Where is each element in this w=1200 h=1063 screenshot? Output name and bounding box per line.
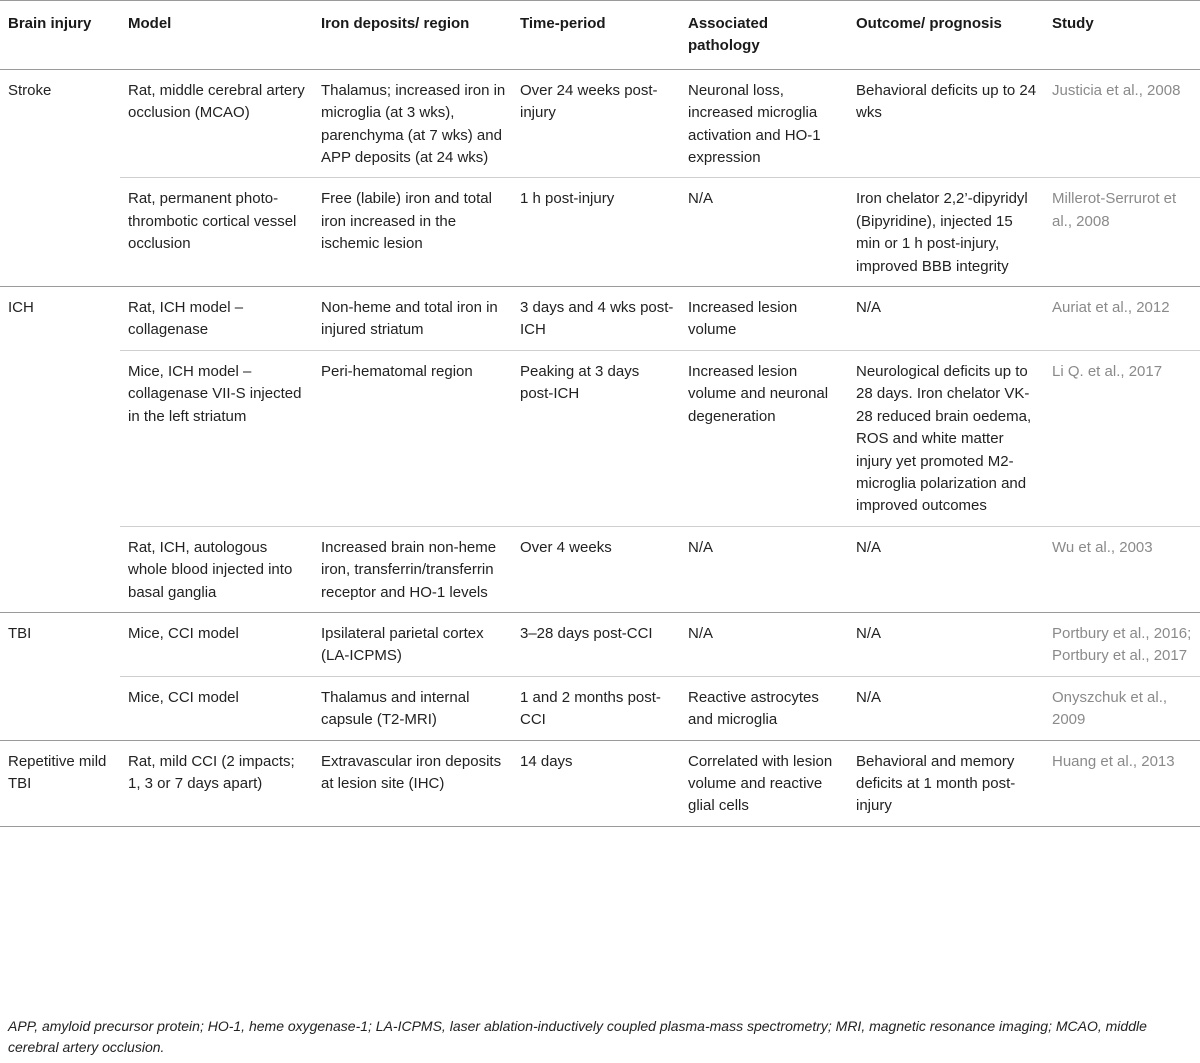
header-model: Model <box>128 15 172 32</box>
iron-cell: Peri-hematomal region <box>313 350 512 526</box>
study-link[interactable]: Huang et al., 2013 <box>1044 740 1200 826</box>
time-cell: Peaking at 3 days post-ICH <box>512 350 680 526</box>
table-row <box>0 526 1200 612</box>
brain-injury-cell: Stroke <box>0 69 120 286</box>
pathology-cell: Neuronal loss, increased microglia activation and HO-1 expression <box>680 69 848 178</box>
time-cell: 3–28 days post-CCI <box>512 612 680 676</box>
header-row <box>0 1 1200 70</box>
brain-injury-cell: Repetitive mild TBI <box>0 740 120 826</box>
study-link[interactable]: Auriat et al., 2012 <box>1044 287 1200 351</box>
header-iron-deposits: Iron deposits/ region <box>321 15 470 32</box>
model-cell: Rat, ICH model – collagenase <box>120 287 313 351</box>
pathology-cell: Reactive astrocytes and microglia <box>680 676 848 740</box>
outcome-cell: N/A <box>848 526 1044 612</box>
table-row <box>0 676 1200 740</box>
iron-cell: Thalamus and internal capsule (T2-MRI) <box>313 676 512 740</box>
study-link[interactable]: Li Q. et al., 2017 <box>1044 350 1200 526</box>
table-row <box>0 740 1200 826</box>
study-link[interactable]: Millerot-Serrurot et al., 2008 <box>1044 178 1200 287</box>
time-cell: 14 days <box>512 740 680 826</box>
model-cell: Rat, middle cerebral artery occlusion (MCAO) <box>120 69 313 178</box>
iron-cell: Thalamus; increased iron in microglia (at 3 wks), parenchyma (at 7 wks) and APP deposits (at 24 wks) <box>313 69 512 178</box>
header-study: Study <box>1052 15 1094 32</box>
model-cell: Rat, permanent photo-thrombotic cortical vessel occlusion <box>120 178 313 287</box>
table-row <box>0 69 1200 178</box>
outcome-cell: Neurological deficits up to 28 days. Iron chelator VK-28 reduced brain oedema, ROS and white matter injury yet promoted M2-microglia polarization and improved outcomes <box>848 350 1044 526</box>
pathology-cell: N/A <box>680 526 848 612</box>
header-time-period: Time-period <box>520 15 606 32</box>
iron-cell: Free (labile) iron and total iron increased in the ischemic lesion <box>313 178 512 287</box>
outcome-cell: Behavioral deficits up to 24 wks <box>848 69 1044 178</box>
outcome-cell: N/A <box>848 287 1044 351</box>
table-row <box>0 178 1200 287</box>
model-cell: Rat, ICH, autologous whole blood injected into basal ganglia <box>120 526 313 612</box>
time-cell: 1 h post-injury <box>512 178 680 287</box>
study-link[interactable]: Justicia et al., 2008 <box>1044 69 1200 178</box>
table-row <box>0 350 1200 526</box>
study-link[interactable]: Onyszchuk et al., 2009 <box>1044 676 1200 740</box>
time-cell: 3 days and 4 wks post-ICH <box>512 287 680 351</box>
model-cell: Mice, CCI model <box>120 676 313 740</box>
brain-injury-cell: ICH <box>0 287 120 613</box>
pathology-cell: N/A <box>680 178 848 287</box>
header-brain-injury: Brain injury <box>8 15 92 32</box>
iron-cell: Non-heme and total iron in injured striatum <box>313 287 512 351</box>
study-link[interactable]: Portbury et al., 2016; Portbury et al., 2017 <box>1044 612 1200 676</box>
iron-cell: Extravascular iron deposits at lesion site (IHC) <box>313 740 512 826</box>
pathology-cell: Increased lesion volume <box>680 287 848 351</box>
iron-cell: Increased brain non-heme iron, transferrin/transferrin receptor and HO-1 levels <box>313 526 512 612</box>
header-associated-pathology: Associated pathology <box>688 15 769 55</box>
table-footnote: APP, amyloid precursor protein; HO-1, heme oxygenase-1; LA-ICPMS, laser ablation-inductively coupled plasma-mass spectrometry; MRI, magnetic resonance imaging; MCAO, middle cerebral artery occlusion. <box>8 1018 1147 1055</box>
header-outcome: Outcome/ prognosis <box>856 15 1002 32</box>
model-cell: Mice, CCI model <box>120 612 313 676</box>
outcome-cell: N/A <box>848 676 1044 740</box>
model-cell: Mice, ICH model – collagenase VII-S injected in the left striatum <box>120 350 313 526</box>
brain-injury-cell: TBI <box>0 612 120 740</box>
table-row <box>0 287 1200 351</box>
pathology-cell: Correlated with lesion volume and reactive glial cells <box>680 740 848 826</box>
time-cell: Over 4 weeks <box>512 526 680 612</box>
table-row <box>0 612 1200 676</box>
pathology-cell: N/A <box>680 612 848 676</box>
iron-cell: Ipsilateral parietal cortex (LA-ICPMS) <box>313 612 512 676</box>
model-cell: Rat, mild CCI (2 impacts; 1, 3 or 7 days apart) <box>120 740 313 826</box>
table-body <box>0 69 1200 826</box>
table-header <box>0 1 1200 70</box>
outcome-cell: Iron chelator 2,2’-dipyridyl (Bipyridine), injected 15 min or 1 h post-injury, improved BBB integrity <box>848 178 1044 287</box>
study-link[interactable]: Wu et al., 2003 <box>1044 526 1200 612</box>
outcome-cell: Behavioral and memory deficits at 1 month post-injury <box>848 740 1044 826</box>
outcome-cell: N/A <box>848 612 1044 676</box>
pathology-cell: Increased lesion volume and neuronal degeneration <box>680 350 848 526</box>
time-cell: Over 24 weeks post-injury <box>512 69 680 178</box>
time-cell: 1 and 2 months post-CCI <box>512 676 680 740</box>
